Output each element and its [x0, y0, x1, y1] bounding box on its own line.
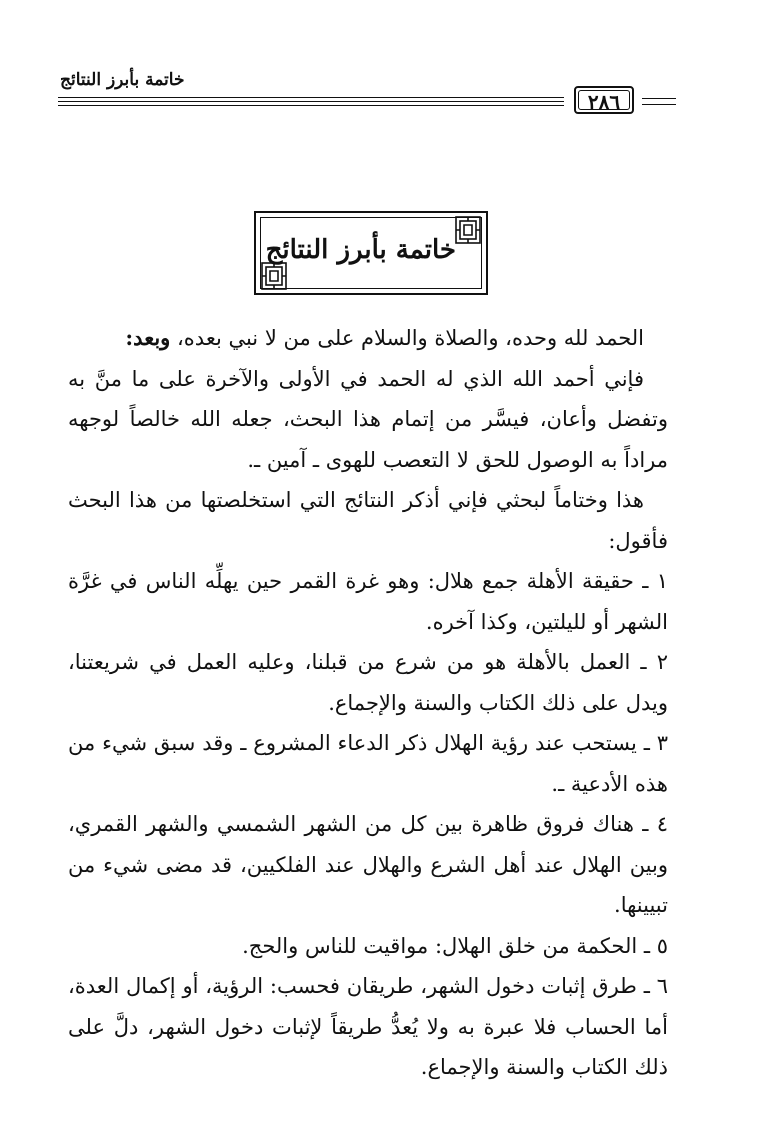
header-rule [58, 97, 564, 98]
numbered-item: ٣ ـ يستحب عند رؤية الهلال ذكر الدعاء المشروع ـ وقد سبق شيء من هذه الأدعية ـ. [68, 731, 668, 796]
header-rule [642, 104, 676, 105]
header-rule [642, 98, 676, 99]
numbered-item: ٢ ـ العمل بالأهلة هو من شرع من قبلنا، وعليه العمل في شريعتنا، ويدل على ذلك الكتاب والسنة والإجماع. [68, 650, 668, 715]
body-text [68, 318, 668, 1088]
corner-ornament-icon [260, 261, 288, 291]
opening-bold-text: وبعد: [125, 325, 171, 350]
page-number-box [574, 86, 634, 114]
corner-ornament-icon [454, 215, 482, 245]
header-rule [58, 105, 564, 106]
numbered-item: ٦ ـ طرق إثبات دخول الشهر، طريقان فحسب: الرؤية، أو إكمال العدة، أما الحساب فلا عبرة به ولا يُعدُّ طريقاً لإثبات دخول الشهر، دلَّ على ذلك الكتاب والسنة والإجماع. [68, 974, 668, 1079]
numbered-item: ١ ـ حقيقة الأهلة جمع هلال: وهو غرة القمر حين يهلِّه الناس في غرَّة الشهر أو لليلتين، وكذا آخره. [68, 569, 668, 634]
numbered-item: ٤ ـ هناك فروق ظاهرة بين كل من الشهر الشمسي والشهر القمري، وبين الهلال عند أهل الشرع والهلال عند الفلكيين، قد مضى شيء من تبيينها. [68, 812, 669, 917]
chapter-title-frame [254, 211, 488, 295]
paragraph: هذا وختاماً لبحثي فإني أذكر النتائج التي استخلصتها من هذا البحث فأقول: [68, 488, 668, 553]
opening-paragraph [68, 318, 668, 359]
numbered-item: ٥ ـ الحكمة من خلق الهلال: مواقيت للناس والحج. [242, 933, 668, 958]
opening-text: الحمد لله وحده، والصلاة والسلام على من لا نبي بعده، [177, 326, 644, 350]
running-title: خاتمة بأبرز النتائج [60, 70, 185, 90]
page-number: ٢٨٦ [587, 90, 621, 114]
header-rule [58, 101, 564, 102]
paragraph: فإني أحمد الله الذي له الحمد في الأولى والآخرة على ما منَّ به وتفضل وأعان، فيسَّر من إتمام هذا البحث، جعله الله خالصاً لوجهه مراداً به الوصول للحق لا التعصب للهوى ـ آمين ـ. [68, 366, 668, 472]
chapter-title: خاتمة بأبرز النتائج [265, 235, 456, 265]
